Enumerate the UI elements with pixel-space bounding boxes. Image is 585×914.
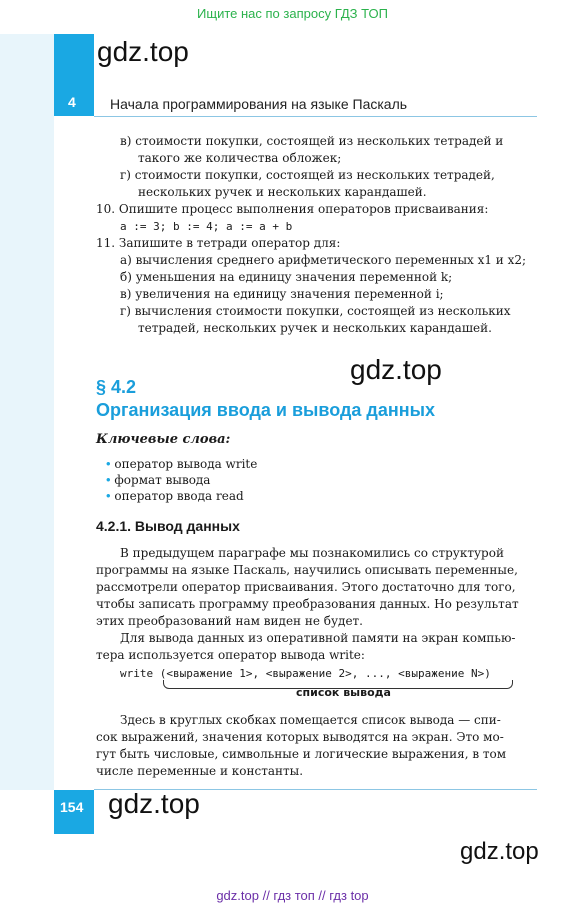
paragraph-line: В предыдущем параграфе мы познакомились со структурой (120, 546, 504, 560)
paragraph-line: Для вывода данных из оперативной памяти на экран компью- (120, 631, 516, 645)
task-line: тетрадей, нескольких ручек и нескольких карандашей. (138, 321, 492, 335)
task-line: нескольких ручек и нескольких карандашей. (138, 185, 427, 199)
task-line: в) стоимости покупки, состоящей из нескольких тетрадей и (120, 134, 504, 148)
paragraph-line: этих преобразований нам виден не будет. (96, 614, 363, 628)
subsection-heading: 4.2.1. Вывод данных (96, 518, 240, 534)
keyword-text: формат вывода (114, 473, 211, 487)
bullet-icon: • (106, 488, 111, 503)
brace-label: список вывода (296, 686, 391, 699)
paragraph-line: программы на языке Паскаль, научились описывать переменные, (96, 563, 518, 577)
watermark: gdz.top (350, 354, 442, 385)
task-line: в) увеличения на единицу значения переменной i; (120, 287, 444, 301)
code-example: a := 3; b := 4; a := a + b (120, 220, 293, 233)
task-line: а) вычисления среднего арифметического переменных x1 и x2; (120, 253, 527, 267)
bullet-icon: • (106, 456, 111, 471)
paragraph-line: гут быть числовые, символьные и логические выражения, в том (96, 747, 507, 761)
chapter-title: Начала программирования на языке Паскаль (110, 96, 408, 112)
task-line: г) вычисления стоимости покупки, состоящей из нескольких (120, 304, 511, 318)
watermark: gdz.top (108, 788, 200, 819)
task-line: б) уменьшения на единицу значения переменной k; (120, 270, 453, 284)
paragraph-line: рассмотрели оператор присваивания. Этого достаточно для того, (96, 580, 516, 594)
paragraph-line: числе переменные и константы. (96, 764, 304, 778)
left-margin-strip (0, 34, 54, 790)
bottom-links[interactable]: gdz.top // гдз топ // гдз top (216, 888, 369, 903)
paragraph-line: Здесь в круглых скобках помещается список вывода — спи- (120, 713, 501, 727)
task-line: 10. Опишите процесс выполнения операторов присваивания: (96, 202, 489, 216)
task-line: 11. Запишите в тетради оператор для: (96, 236, 341, 250)
paragraph-line: тера используется оператор вывода write: (96, 648, 365, 662)
keyword-text: оператор вывода write (114, 457, 258, 471)
watermark: gdz.top (97, 36, 189, 67)
keyword-text: оператор ввода read (114, 489, 244, 503)
page-number: 154 (60, 799, 84, 815)
write-syntax: write (<выражение 1>, <выражение 2>, ..., <выражение N>) (120, 667, 491, 680)
section-number: § 4.2 (96, 377, 137, 397)
task-line: г) стоимости покупки, состоящей из нескольких тетрадей, (120, 168, 495, 182)
section-title: Организация ввода и вывода данных (96, 400, 435, 420)
paragraph-line: сок выражений, значения которых выводятся на экран. Это мо- (96, 730, 504, 744)
watermark: gdz.top (460, 838, 539, 865)
task-line: такого же количества обложек; (138, 151, 342, 165)
paragraph-line: чтобы записать программу преобразования данных. Но результат (96, 597, 519, 611)
keyword-item (106, 487, 244, 505)
keywords-heading: Ключевые слова: (96, 432, 231, 447)
header-rule (94, 116, 537, 117)
bullet-icon: • (106, 472, 111, 487)
chapter-number: 4 (68, 94, 76, 110)
top-banner[interactable]: Ищите нас по запросу ГДЗ ТОП (197, 6, 388, 21)
